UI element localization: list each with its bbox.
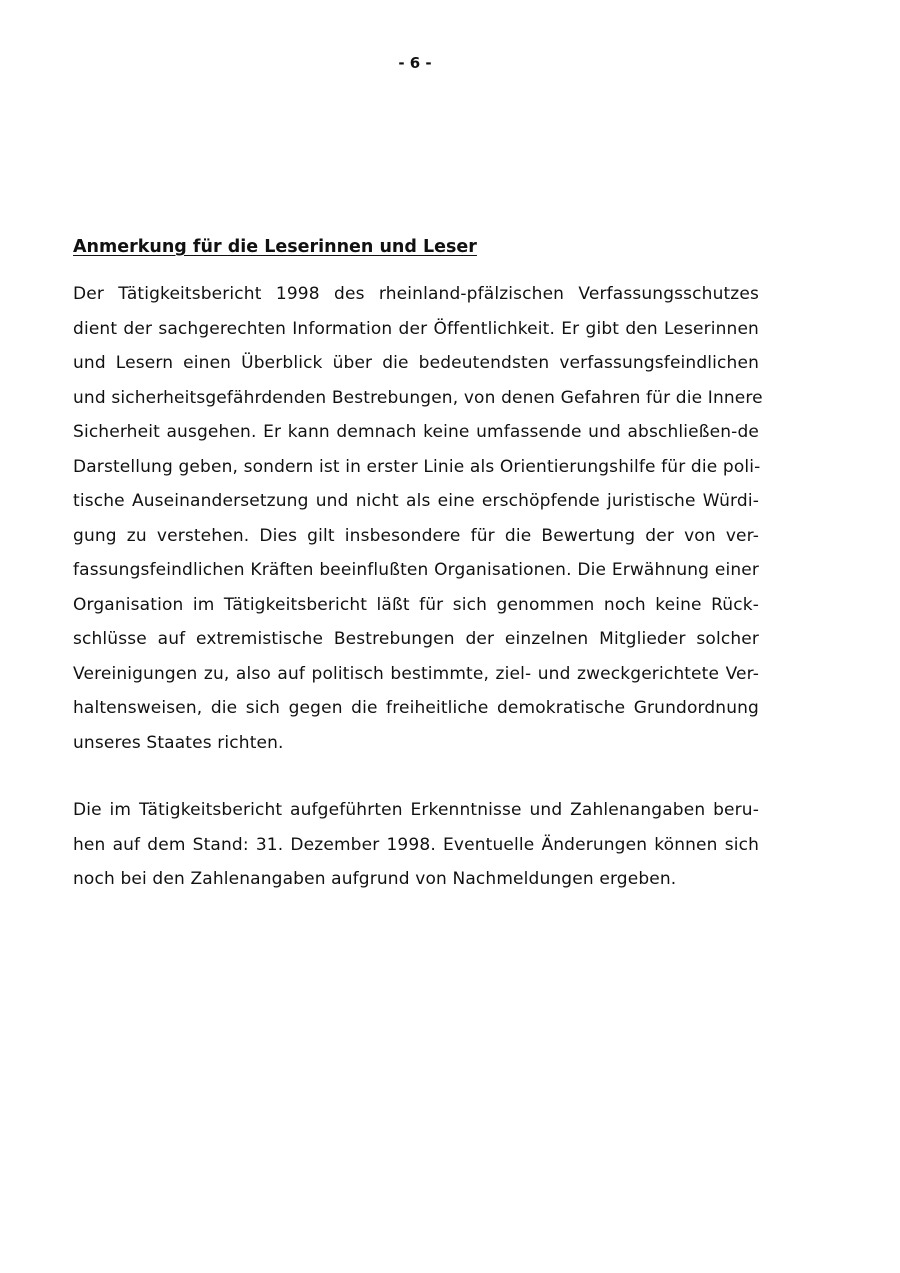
text-line: unseres Staates richten. bbox=[73, 732, 284, 753]
paragraph-data-status bbox=[73, 793, 759, 897]
paragraph-reader-note bbox=[73, 277, 763, 760]
text-line: Organisation im Tätigkeitsbericht läßt für sich genommen noch keine Rück- bbox=[73, 594, 759, 615]
text-line: schlüsse auf extremistische Bestrebungen der einzelnen Mitglieder solcher bbox=[73, 629, 759, 649]
text-line: haltensweisen, die sich gegen die freiheitliche demokratische Grundordnung bbox=[73, 698, 759, 718]
text-line: dient der sachgerechten Information der Öffentlichkeit. Er gibt den Leserinnen bbox=[73, 318, 759, 339]
text-line: Die im Tätigkeitsbericht aufgeführten Erkenntnisse und Zahlenangaben beru- bbox=[73, 800, 759, 820]
text-line: Darstellung geben, sondern ist in erster Linie als Orientierungshilfe für die poli- bbox=[73, 456, 761, 477]
text-line: gung zu verstehen. Dies gilt insbesondere für die Bewertung der von ver- bbox=[73, 525, 759, 546]
text-line: noch bei den Zahlenangaben aufgrund von Nachmeldungen ergeben. bbox=[73, 869, 677, 889]
text-line: tische Auseinandersetzung und nicht als eine erschöpfende juristische Würdi- bbox=[73, 491, 759, 511]
page-number: - 6 - bbox=[398, 54, 432, 72]
text-line: Der Tätigkeitsbericht 1998 des rheinland-pfälzischen Verfassungsschutzes bbox=[73, 284, 759, 304]
section-heading: Anmerkung für die Leserinnen und Leser bbox=[73, 237, 477, 257]
text-line: und Lesern einen Überblick über die bedeutendsten verfassungsfeindlichen bbox=[73, 353, 759, 373]
text-line: fassungsfeindlichen Kräften beeinflußten Organisationen. Die Erwähnung einer bbox=[73, 560, 759, 580]
text-line: hen auf dem Stand: 31. Dezember 1998. Eventuelle Änderungen können sich bbox=[73, 834, 759, 855]
text-line: Sicherheit ausgehen. Er kann demnach keine umfassende und abschließen-de bbox=[73, 422, 759, 442]
text-line: Vereinigungen zu, also auf politisch bestimmte, ziel- und zweckgerichtete Ver- bbox=[73, 663, 759, 684]
text-line: und sicherheitsgefährdenden Bestrebungen, von denen Gefahren für die Innere bbox=[73, 387, 763, 408]
